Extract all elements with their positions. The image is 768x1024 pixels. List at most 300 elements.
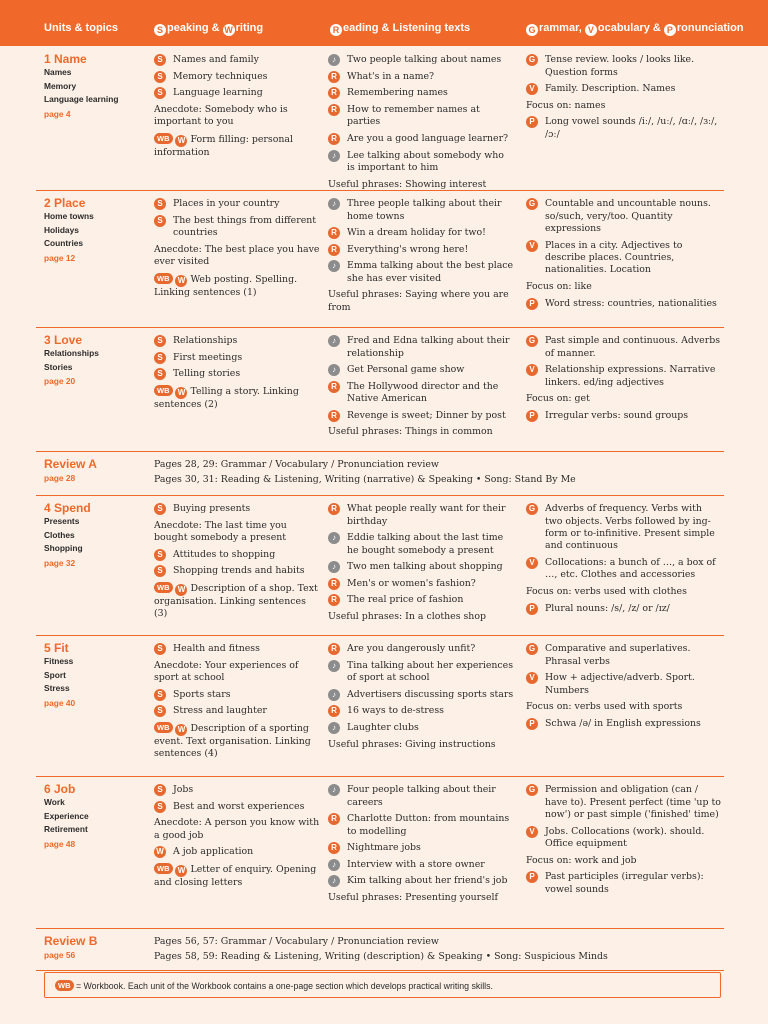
- section-badge: S: [154, 549, 166, 561]
- review-info: [44, 451, 144, 485]
- list-item: [526, 54, 722, 79]
- item-text: Kim talking about her friend's job: [347, 875, 508, 887]
- list-item: [328, 722, 514, 734]
- list-item: [154, 54, 322, 66]
- list-item: [328, 784, 514, 809]
- item-text: Revenge is sweet; Dinner by post: [347, 409, 506, 421]
- listening-icon: ♪: [328, 784, 340, 796]
- list-item: [526, 557, 722, 582]
- workbook-badge: WB: [154, 582, 173, 593]
- item-text: Advertisers discussing sports stars: [347, 688, 514, 700]
- item-text: Remembering names: [347, 87, 448, 99]
- item-text: Jobs. Collocations (work). should. Office equipment: [545, 825, 705, 849]
- section-badge: P: [526, 298, 538, 310]
- section-badge: R: [328, 705, 340, 717]
- list-item: [154, 582, 322, 621]
- list-item: [328, 859, 514, 871]
- list-item: [328, 410, 514, 422]
- item-text: Useful phrases: Saying where you are from: [328, 289, 509, 313]
- item-text: A job application: [173, 846, 254, 858]
- list-item: [154, 722, 322, 761]
- item-text: First meetings: [173, 351, 243, 363]
- list-item: [526, 298, 722, 310]
- list-item: [154, 198, 322, 210]
- list-item: [328, 578, 514, 590]
- section-badge: V: [526, 83, 538, 95]
- grammar-vocab-column: [526, 46, 722, 141]
- list-item: [526, 826, 722, 851]
- item-text: Places in a city. Adjectives to describe places. Countries, nationalities. Location: [545, 239, 683, 276]
- speaking-writing-column: [154, 190, 322, 299]
- unit-row: [36, 190, 724, 328]
- unit-row: [36, 46, 724, 191]
- list-item: [154, 368, 322, 380]
- reading-listening-column: [328, 776, 514, 904]
- reading-listening-column: [328, 495, 514, 623]
- unit-info: [44, 190, 144, 265]
- unit-topic: Relationships: [44, 348, 99, 358]
- item-text: Useful phrases: Giving instructions: [328, 738, 496, 750]
- item-text: Form filling: personal information: [154, 133, 293, 158]
- list-item: [328, 244, 514, 256]
- section-badge: S: [154, 335, 166, 347]
- header-speaking-writing: S peaking & W riting: [154, 22, 263, 36]
- workbook-footnote: [44, 972, 721, 998]
- section-badge: R: [328, 244, 340, 256]
- list-item: [154, 801, 322, 813]
- item-text: Long vowel sounds /iː/, /uː/, /ɑː/, /ɜː/, /ɔː/: [545, 116, 718, 140]
- page-reference: page 4: [44, 108, 71, 119]
- workbook-badge: WB: [154, 273, 173, 284]
- list-item: [526, 718, 722, 730]
- item-text: The Hollywood director and the Native American: [347, 380, 499, 405]
- unit-row: [36, 327, 724, 452]
- item-text: Best and worst experiences: [173, 800, 305, 812]
- section-badge: G: [526, 643, 538, 655]
- list-item: [154, 385, 322, 411]
- list-item: [328, 71, 514, 83]
- item-text: Useful phrases: In a clothes shop: [328, 610, 486, 622]
- list-item: [328, 503, 514, 528]
- reading-listening-column: [328, 635, 514, 751]
- listening-icon: ♪: [328, 54, 340, 66]
- list-item: [154, 863, 322, 889]
- unit-topic: Retirement: [44, 824, 88, 834]
- header-bar: [0, 0, 768, 46]
- list-item: [328, 104, 514, 129]
- list-item: [526, 643, 722, 668]
- section-badge: P: [526, 410, 538, 422]
- speaking-writing-column: [154, 46, 322, 159]
- writing-badge: W: [175, 387, 187, 399]
- item-text: Useful phrases: Things in common: [328, 426, 493, 438]
- listening-icon: ♪: [328, 260, 340, 272]
- listening-icon: ♪: [328, 198, 340, 210]
- item-text: Relationship expressions. Narrative linkers. ed/ing adjectives: [545, 364, 716, 388]
- item-text: Nightmare jobs: [347, 842, 421, 854]
- unit-topic: Language learning: [44, 94, 119, 104]
- list-item: [328, 133, 514, 145]
- item-text: The best things from different countries: [173, 214, 317, 239]
- list-item: [154, 503, 322, 515]
- list-item: [328, 260, 514, 285]
- section-badge: S: [154, 801, 166, 813]
- item-text: Irregular verbs: sound groups: [545, 409, 689, 421]
- item-text: Plural nouns: /s/, /z/ or /ɪz/: [545, 602, 670, 614]
- unit-topic: Countries: [44, 238, 84, 248]
- section-badge: R: [328, 133, 340, 145]
- unit-info: [44, 776, 144, 851]
- unit-topic: Memory: [44, 80, 77, 91]
- grammar-vocab-column: [526, 190, 722, 310]
- section-badge: V: [526, 826, 538, 838]
- section-badge: G: [526, 335, 538, 347]
- review-description: [154, 451, 724, 487]
- list-item: [328, 594, 514, 606]
- item-text: Places in your country: [173, 198, 280, 210]
- grammar-vocab-column: [526, 776, 722, 896]
- item-text: Useful phrases: Presenting yourself: [328, 891, 498, 903]
- list-item: [328, 561, 514, 573]
- section-badge: P: [526, 871, 538, 883]
- list-item: [328, 660, 514, 685]
- item-text: Health and fitness: [173, 643, 260, 655]
- reading-listening-column: [328, 46, 514, 191]
- item-text: Get Personal game show: [347, 364, 465, 376]
- writing-badge: W: [175, 135, 187, 147]
- item-text: Anecdote: Your experiences of sport at school: [154, 659, 299, 684]
- item-text: Sports stars: [173, 688, 231, 700]
- item-text: Names and family: [173, 54, 259, 66]
- item-text: Anecdote: The best place you have ever visited: [154, 243, 320, 268]
- item-text: Focus on: names: [526, 99, 606, 111]
- workbook-badge: WB: [154, 863, 173, 874]
- item-text: Description of a shop. Text organisation. Linking sentences (3): [154, 582, 318, 620]
- item-text: How + adjective/adverb. Sport. Numbers: [545, 672, 695, 696]
- listening-icon: ♪: [328, 859, 340, 871]
- listening-icon: ♪: [328, 335, 340, 347]
- item-text: Telling a story. Linking sentences (2): [154, 385, 299, 410]
- section-badge: V: [526, 557, 538, 569]
- unit-topic: Experience: [44, 810, 89, 821]
- item-text: Collocations: a bunch of …, a box of …, etc. Clothes and accessories: [545, 557, 716, 581]
- list-item: [154, 352, 322, 364]
- writing-badge: W: [175, 584, 187, 596]
- item-text: Family. Description. Names: [545, 83, 676, 95]
- review-row: [36, 928, 724, 971]
- listening-icon: ♪: [328, 875, 340, 887]
- unit-topic: Stress: [44, 683, 70, 693]
- item-text: 16 ways to de-stress: [347, 705, 444, 717]
- item-text: Permission and obligation (can / have to). Present perfect (time 'up to now') or past simple ('finished' time): [545, 784, 721, 820]
- unit-topic: Shopping: [44, 543, 83, 553]
- unit-info: [44, 635, 144, 710]
- list-item: [526, 672, 722, 697]
- list-item: [328, 643, 514, 655]
- listening-icon: ♪: [328, 532, 340, 544]
- writing-badge: W: [175, 865, 187, 877]
- section-badge: S: [154, 705, 166, 717]
- unit-title: 3 Love: [44, 333, 83, 347]
- listening-icon: ♪: [328, 722, 340, 734]
- reading-listening-column: [328, 190, 514, 314]
- unit-topic: Work: [44, 797, 65, 807]
- list-item: [328, 335, 514, 360]
- section-badge: R: [328, 87, 340, 99]
- item-text: How to remember names at parties: [347, 103, 480, 128]
- header-grammar-vocab-pron: G rammar, V ocabulary & P ronunciation: [526, 22, 744, 36]
- list-item: [154, 71, 322, 83]
- grammar-vocab-column: [526, 495, 722, 615]
- item-text: Three people talking about their home towns: [347, 198, 502, 222]
- list-item: [328, 813, 514, 838]
- section-badge: S: [154, 565, 166, 577]
- unit-topic: Clothes: [44, 529, 75, 540]
- section-badge: W: [154, 846, 166, 858]
- item-text: Fred and Edna talking about their relationship: [347, 335, 510, 359]
- section-badge: R: [328, 842, 340, 854]
- speaking-writing-column: [154, 327, 322, 411]
- item-text: Two men talking about shopping: [347, 561, 503, 573]
- grammar-vocab-column: [526, 327, 722, 422]
- section-badge: P: [526, 116, 538, 128]
- section-badge: S: [154, 71, 166, 83]
- workbook-badge: WB: [154, 385, 173, 396]
- item-text: Tense review. looks / looks like. Question forms: [545, 54, 695, 78]
- listening-icon: ♪: [328, 150, 340, 162]
- list-item: [154, 215, 322, 240]
- section-badge: V: [526, 672, 538, 684]
- item-text: Tina talking about her experiences of sport at school: [347, 659, 514, 684]
- item-text: Useful phrases: Showing interest: [328, 178, 487, 190]
- section-badge: G: [526, 198, 538, 210]
- list-item: [154, 643, 322, 655]
- listening-icon: ♪: [328, 364, 340, 376]
- unit-topic: Sport: [44, 669, 66, 680]
- review-title: Review A: [44, 457, 97, 471]
- unit-title: 1 Name: [44, 52, 87, 66]
- header-reading-listening: R eading & Listening texts: [330, 22, 470, 36]
- grammar-vocab-column: [526, 635, 722, 730]
- unit-topic: Fitness: [44, 656, 74, 666]
- item-text: Adverbs of frequency. Verbs with two objects. Verbs followed by ing-form or to-infinitive. Present simple and continuous: [545, 503, 715, 552]
- item-text: Focus on: like: [526, 281, 592, 292]
- item-text: Anecdote: The last time you bought somebody a present: [154, 519, 287, 544]
- page-reference: page 12: [44, 252, 76, 263]
- unit-title: 4 Spend: [44, 501, 91, 515]
- review-line: Pages 30, 31: Reading & Listening, Writing (narrative) & Speaking • Song: Stand By Me: [154, 474, 576, 485]
- item-text: Jobs: [173, 784, 194, 796]
- item-text: Language learning: [173, 87, 263, 99]
- review-description: [154, 928, 724, 964]
- section-badge: R: [328, 643, 340, 655]
- section-badge: S: [154, 689, 166, 701]
- section-badge: R: [328, 104, 340, 116]
- section-badge: S: [154, 54, 166, 66]
- item-text: Relationships: [173, 335, 238, 347]
- unit-info: [44, 46, 144, 121]
- unit-topic: Names: [44, 67, 72, 77]
- list-item: [154, 846, 322, 858]
- section-badge: R: [328, 410, 340, 422]
- item-text: The real price of fashion: [347, 594, 464, 606]
- item-text: Lee talking about somebody who is important to him: [347, 149, 504, 173]
- unit-row: [36, 495, 724, 636]
- review-line: Pages 56, 57: Grammar / Vocabulary / Pronunciation review: [154, 936, 439, 947]
- list-item: [154, 273, 322, 299]
- workbook-badge: WB: [154, 133, 173, 144]
- item-text: Emma talking about the best place she has ever visited: [347, 260, 514, 284]
- list-item: [154, 784, 322, 796]
- section-badge: S: [154, 784, 166, 796]
- item-text: Web posting. Spelling. Linking sentences (1): [154, 273, 298, 298]
- list-item: [328, 705, 514, 717]
- item-text: Telling stories: [173, 368, 241, 380]
- item-text: Eddie talking about the last time he bought somebody a present: [347, 532, 504, 556]
- item-text: Four people talking about their careers: [347, 784, 496, 808]
- speaking-writing-column: [154, 495, 322, 621]
- section-badge: S: [154, 198, 166, 210]
- list-item: [154, 87, 322, 99]
- footnote-text: = Workbook. Each unit of the Workbook contains a one-page section which develops practical writing skills.: [75, 981, 493, 991]
- section-badge: V: [526, 240, 538, 252]
- reading-listening-column: [328, 327, 514, 439]
- list-item: [526, 871, 722, 896]
- item-text: Focus on: get: [526, 393, 590, 405]
- item-text: Two people talking about names: [347, 54, 502, 66]
- list-item: [526, 116, 722, 141]
- unit-title: 2 Place: [44, 196, 86, 210]
- section-badge: S: [154, 503, 166, 515]
- section-badge: R: [328, 594, 340, 606]
- unit-topic: Presents: [44, 516, 80, 526]
- section-badge: G: [526, 503, 538, 515]
- list-item: [328, 381, 514, 406]
- review-line: Pages 58, 59: Reading & Listening, Writing (description) & Speaking • Song: Suspicious Minds: [154, 951, 608, 962]
- list-item: [154, 335, 322, 347]
- review-row: [36, 451, 724, 496]
- unit-row: [36, 635, 724, 777]
- unit-topic: Holidays: [44, 224, 79, 235]
- section-badge: G: [526, 54, 538, 66]
- item-text: Buying presents: [173, 503, 251, 515]
- item-text: Are you dangerously unfit?: [347, 643, 476, 655]
- item-text: Focus on: work and job: [526, 854, 637, 866]
- item-text: Countable and uncountable nouns. so/such, very/too. Quantity expressions: [545, 198, 711, 234]
- list-item: [328, 54, 514, 66]
- section-badge: V: [526, 364, 538, 376]
- list-item: [328, 532, 514, 557]
- item-text: Schwa /ə/ in English expressions: [545, 717, 701, 729]
- item-text: Comparative and superlatives. Phrasal verbs: [545, 643, 691, 667]
- section-badge: P: [526, 718, 538, 730]
- page-reference: page 28: [44, 473, 76, 483]
- item-text: Anecdote: A person you know with a good job: [154, 817, 320, 841]
- list-item: [526, 240, 722, 277]
- section-badge: R: [328, 71, 340, 83]
- list-item: [526, 410, 722, 422]
- wb-badge: WB: [55, 980, 74, 991]
- list-item: [526, 335, 722, 360]
- list-item: [328, 150, 514, 175]
- item-text: Past simple and continuous. Adverbs of manner.: [545, 335, 721, 359]
- item-text: Interview with a store owner: [347, 858, 485, 870]
- item-text: Description of a sporting event. Text organisation. Linking sentences (4): [154, 722, 311, 760]
- section-badge: G: [526, 784, 538, 796]
- listening-icon: ♪: [328, 561, 340, 573]
- header-units-topics: Units & topics: [44, 22, 118, 34]
- section-badge: P: [526, 603, 538, 615]
- review-info: [44, 928, 144, 962]
- unit-info: [44, 327, 144, 388]
- page-reference: page 40: [44, 697, 76, 708]
- item-text: Laughter clubs: [347, 721, 419, 733]
- item-text: Shopping trends and habits: [173, 565, 305, 577]
- page-reference: page 48: [44, 838, 76, 849]
- page-reference: page 56: [44, 950, 76, 960]
- item-text: Anecdote: Somebody who is important to you: [154, 103, 288, 128]
- section-badge: R: [328, 578, 340, 590]
- speaking-writing-column: [154, 635, 322, 761]
- list-item: [154, 565, 322, 577]
- review-line: Pages 28, 29: Grammar / Vocabulary / Pronunciation review: [154, 459, 439, 470]
- item-text: Men's or women's fashion?: [347, 577, 476, 589]
- section-badge: S: [154, 368, 166, 380]
- list-item: [526, 784, 722, 821]
- section-badge: R: [328, 503, 340, 515]
- list-item: [328, 689, 514, 701]
- unit-row: [36, 776, 724, 929]
- item-text: Memory techniques: [173, 70, 268, 82]
- list-item: [328, 227, 514, 239]
- review-title: Review B: [44, 934, 98, 948]
- item-text: Win a dream holiday for two!: [347, 227, 486, 239]
- item-text: Focus on: verbs used with clothes: [526, 586, 687, 597]
- writing-badge: W: [175, 724, 187, 736]
- workbook-badge: WB: [154, 722, 173, 733]
- list-item: [526, 603, 722, 615]
- item-text: What people really want for their birthday: [347, 503, 506, 527]
- item-text: What's in a name?: [347, 70, 435, 82]
- list-item: [526, 83, 722, 95]
- item-text: Past participles (irregular verbs): vowel sounds: [545, 871, 704, 895]
- section-badge: S: [154, 87, 166, 99]
- item-text: Everything's wrong here!: [347, 243, 469, 255]
- list-item: [328, 364, 514, 376]
- list-item: [154, 705, 322, 717]
- listening-icon: ♪: [328, 660, 340, 672]
- section-badge: S: [154, 215, 166, 227]
- list-item: [526, 198, 722, 235]
- listening-icon: ♪: [328, 689, 340, 701]
- unit-topic: Stories: [44, 361, 73, 372]
- item-text: Stress and laughter: [173, 705, 267, 717]
- item-text: Charlotte Dutton: from mountains to modelling: [347, 813, 510, 837]
- list-item: [154, 133, 322, 159]
- list-item: [328, 198, 514, 223]
- item-text: Focus on: verbs used with sports: [526, 701, 683, 713]
- section-badge: R: [328, 381, 340, 393]
- section-badge: R: [328, 813, 340, 825]
- list-item: [328, 87, 514, 99]
- unit-info: [44, 495, 144, 570]
- speaking-writing-column: [154, 776, 322, 889]
- item-text: Attitudes to shopping: [173, 548, 276, 560]
- list-item: [328, 875, 514, 887]
- section-badge: R: [328, 227, 340, 239]
- unit-title: 6 Job: [44, 782, 76, 796]
- page-reference: page 32: [44, 557, 76, 568]
